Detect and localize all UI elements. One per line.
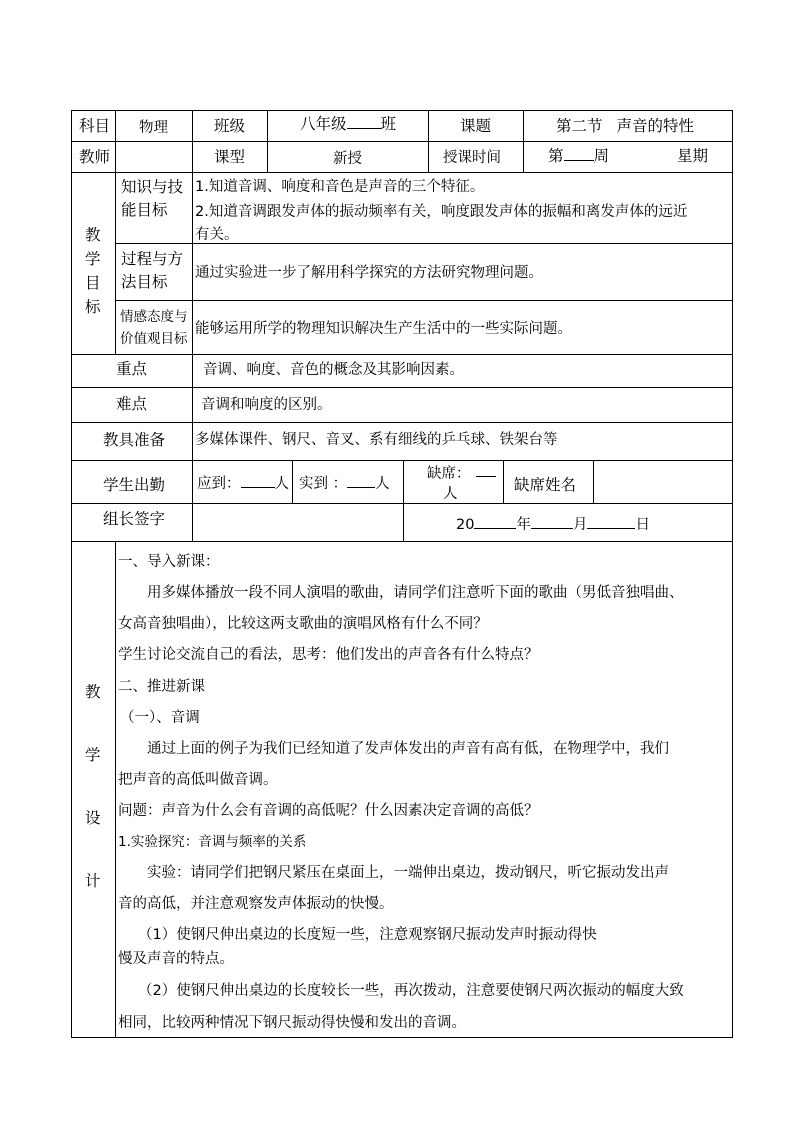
- objectives-label-2: 学: [85, 250, 101, 268]
- topic-label: 课题: [460, 117, 492, 135]
- present-blank: [347, 487, 375, 488]
- design-line: 实验：请同学们把钢尺紧压在桌面上，一端伸出桌边，拨动钢尺，听它振动发出声: [147, 865, 669, 881]
- objectives-label-3: 目: [85, 274, 101, 292]
- design-label-3: 设: [85, 809, 101, 827]
- topic-title: 声音的特性: [616, 117, 695, 135]
- class-blank: [347, 128, 381, 129]
- day-label: 日: [635, 517, 650, 533]
- difficulty-label: 难点: [116, 395, 148, 413]
- expected-label: 应到：: [197, 476, 241, 492]
- design-line: （1）使钢尺伸出桌边的长度短一些，注意观察钢尺振动发声时振动得快: [138, 927, 597, 943]
- process-label-1: 过程与方: [121, 250, 184, 268]
- teacher-label: 教师: [79, 148, 111, 166]
- design-line: 相同，比较两种情况下钢尺振动得快慢和发出的音调。: [118, 1015, 466, 1031]
- knowledge-label-2: 能目标: [121, 201, 168, 219]
- type-label: 课型: [214, 148, 246, 166]
- date-field: [456, 516, 650, 534]
- design-label-2: 学: [85, 746, 101, 764]
- design-line: 问题：声音为什么会有音调的高低呢？什么因素决定音调的高低？: [118, 803, 539, 819]
- type-value: 新授: [333, 151, 362, 167]
- present-field: [299, 475, 390, 493]
- knowledge-line-2: 2.知道音调跟发声体的振动频率有关，响度跟发声体的振幅和离发声体的远近: [195, 204, 688, 220]
- design-line: 一、导入新课：: [118, 554, 220, 570]
- week-blank: [564, 160, 594, 161]
- key-points-label: 重点: [116, 360, 148, 378]
- signature-label: 组长签字: [103, 510, 166, 528]
- design-line: 二、推进新课: [118, 679, 205, 695]
- present-unit: 人: [375, 476, 390, 492]
- topic-value: [556, 117, 694, 135]
- subject-label: 科目: [79, 117, 111, 135]
- absent-blank: [476, 476, 496, 477]
- month-label: 月: [572, 517, 588, 533]
- month-blank: [531, 528, 573, 529]
- class-grade: 八年级: [300, 115, 347, 133]
- attendance-label: 学生出勤: [103, 476, 166, 494]
- expected-blank: [241, 487, 275, 488]
- design-line: 通过上面的例子为我们已经知道了发声体发出的声音有高有低，在物理学中，我们: [147, 741, 669, 757]
- materials-label: 教具准备: [103, 431, 166, 449]
- class-value: [300, 115, 396, 133]
- design-line: 1.实验探究：音调与频率的关系: [118, 834, 307, 850]
- process-text: 通过实验进一步了解用科学探究的方法研究物理问题。: [195, 265, 543, 281]
- design-line: 女高音独唱曲），比较这两支歌曲的演唱风格有什么不同？: [118, 616, 488, 632]
- absent-label: 缺席：: [427, 466, 471, 482]
- class-label: 班级: [214, 117, 246, 135]
- present-label: 实到 ：: [299, 476, 348, 492]
- weekday-label: 星期: [677, 147, 709, 165]
- year-blank: [474, 528, 516, 529]
- class-suffix: 班: [380, 115, 397, 133]
- absent-names-label: 缺席姓名: [514, 476, 577, 494]
- objectives-label-1: 教: [85, 226, 101, 244]
- day-blank: [587, 528, 635, 529]
- design-line: 把声音的高低叫做音调。: [118, 772, 278, 788]
- time-label: 授课时间: [443, 150, 501, 166]
- difficulty-text: 音调和响度的区别。: [201, 397, 332, 413]
- subject-value: 物理: [139, 120, 168, 136]
- materials-text: 多媒体课件、钢尺、音叉、系有细线的乒乓球、铁架台等: [195, 432, 558, 448]
- year-label: 年: [516, 517, 531, 533]
- attitude-text: 能够运用所学的物理知识解决生产生活中的一些实际问题。: [195, 321, 572, 337]
- week-prefix: 第: [548, 147, 564, 165]
- expected-unit: 人: [274, 476, 289, 492]
- knowledge-label-1: 知识与技: [121, 178, 184, 196]
- key-points-text: 音调、响度、音色的概念及其影响因素。: [203, 362, 464, 378]
- expected-field: [197, 475, 289, 493]
- design-line: （2）使钢尺伸出桌边的长度较长一些，再次拨动，注意要使钢尺两次振动的幅度大致: [138, 983, 684, 999]
- design-label-1: 教: [85, 683, 101, 701]
- topic-section: 第二节: [556, 117, 603, 135]
- objectives-label-4: 标: [85, 298, 101, 316]
- process-label-2: 法目标: [121, 273, 168, 291]
- design-line: 音的高低，并注意观察发声体振动的快慢。: [118, 896, 394, 912]
- absent-unit: 人: [443, 486, 458, 502]
- week-field: [548, 147, 609, 165]
- knowledge-line-1: 1.知道音调、响度和音色是声音的三个特征。: [195, 179, 485, 195]
- design-line: 用多媒体播放一段不同人演唱的歌曲，请同学们注意听下面的歌曲（男低音独唱曲、: [147, 585, 684, 601]
- design-label-4: 计: [85, 872, 101, 890]
- attitude-label-1: 情感态度与: [120, 309, 188, 325]
- attitude-label-2: 价值观目标: [120, 331, 188, 347]
- design-line: （一）、音调: [120, 710, 200, 726]
- design-line: 慢及声音的特点。: [118, 951, 234, 967]
- knowledge-line-3: 有关。: [195, 227, 239, 243]
- week-suffix: 周: [593, 147, 610, 165]
- year-prefix: 20: [456, 517, 475, 533]
- design-line: 学生讨论交流自己的看法，思考：他们发出的声音各有什么特点？: [118, 647, 539, 663]
